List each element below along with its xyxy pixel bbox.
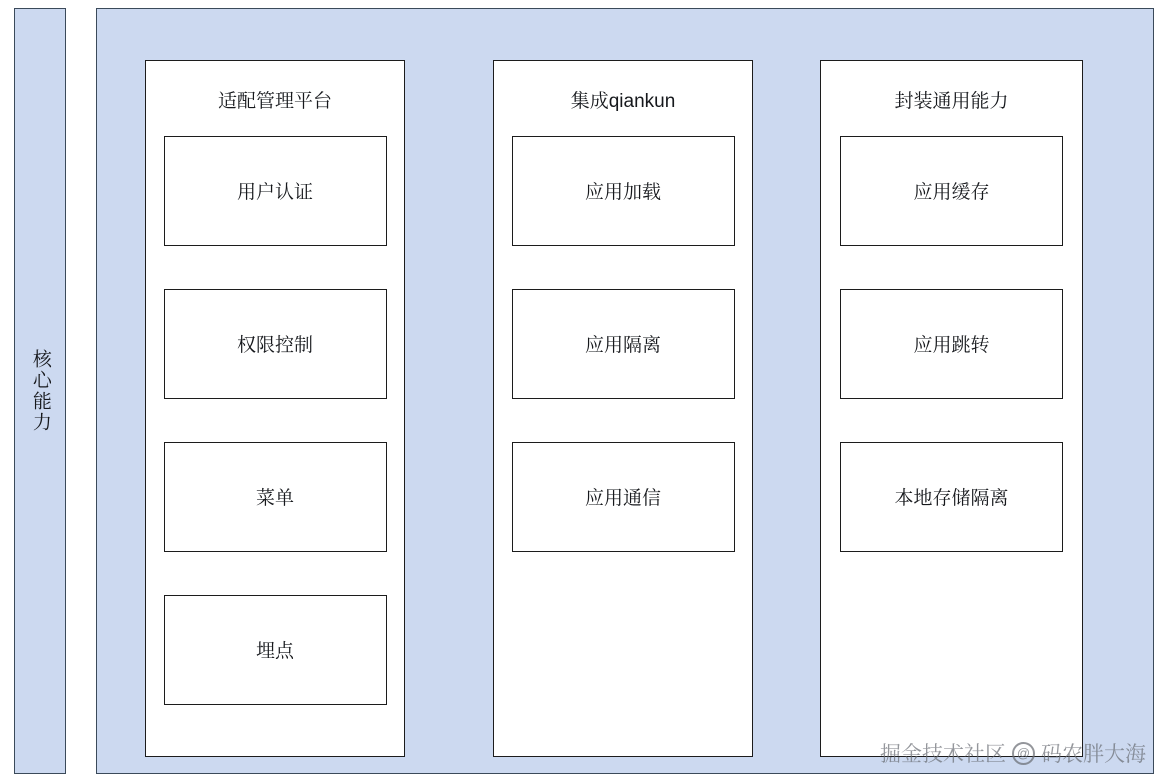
core-capability-bar: [14, 8, 66, 774]
capability-box: 菜单: [164, 442, 387, 552]
capability-box: 应用缓存: [840, 136, 1063, 246]
capability-box: 应用加载: [512, 136, 735, 246]
core-capability-label: 核心能力: [29, 349, 51, 433]
capability-columns: [97, 9, 1153, 773]
capability-box: 用户认证: [164, 136, 387, 246]
capability-box: 权限控制: [164, 289, 387, 399]
column-items: [821, 136, 1082, 595]
capability-box: 本地存储隔离: [840, 442, 1063, 552]
watermark-author: 码农胖大海: [1041, 743, 1146, 766]
column-items: [494, 136, 752, 595]
watermark-text: 掘金技术社区: [880, 743, 1006, 766]
capability-box: 埋点: [164, 595, 387, 705]
capability-box: 应用跳转: [840, 289, 1063, 399]
column-common-capabilities: [820, 60, 1083, 757]
column-title: 封装通用能力: [894, 91, 1009, 112]
capability-box: 应用通信: [512, 442, 735, 552]
column-adaptation-platform: [145, 60, 405, 757]
capability-panel: [96, 8, 1154, 774]
capability-box: 应用隔离: [512, 289, 735, 399]
column-items: [146, 136, 404, 748]
column-qiankun-integration: [493, 60, 753, 757]
column-title: 适配管理平台: [217, 91, 332, 112]
column-title: 集成qiankun: [570, 91, 676, 112]
